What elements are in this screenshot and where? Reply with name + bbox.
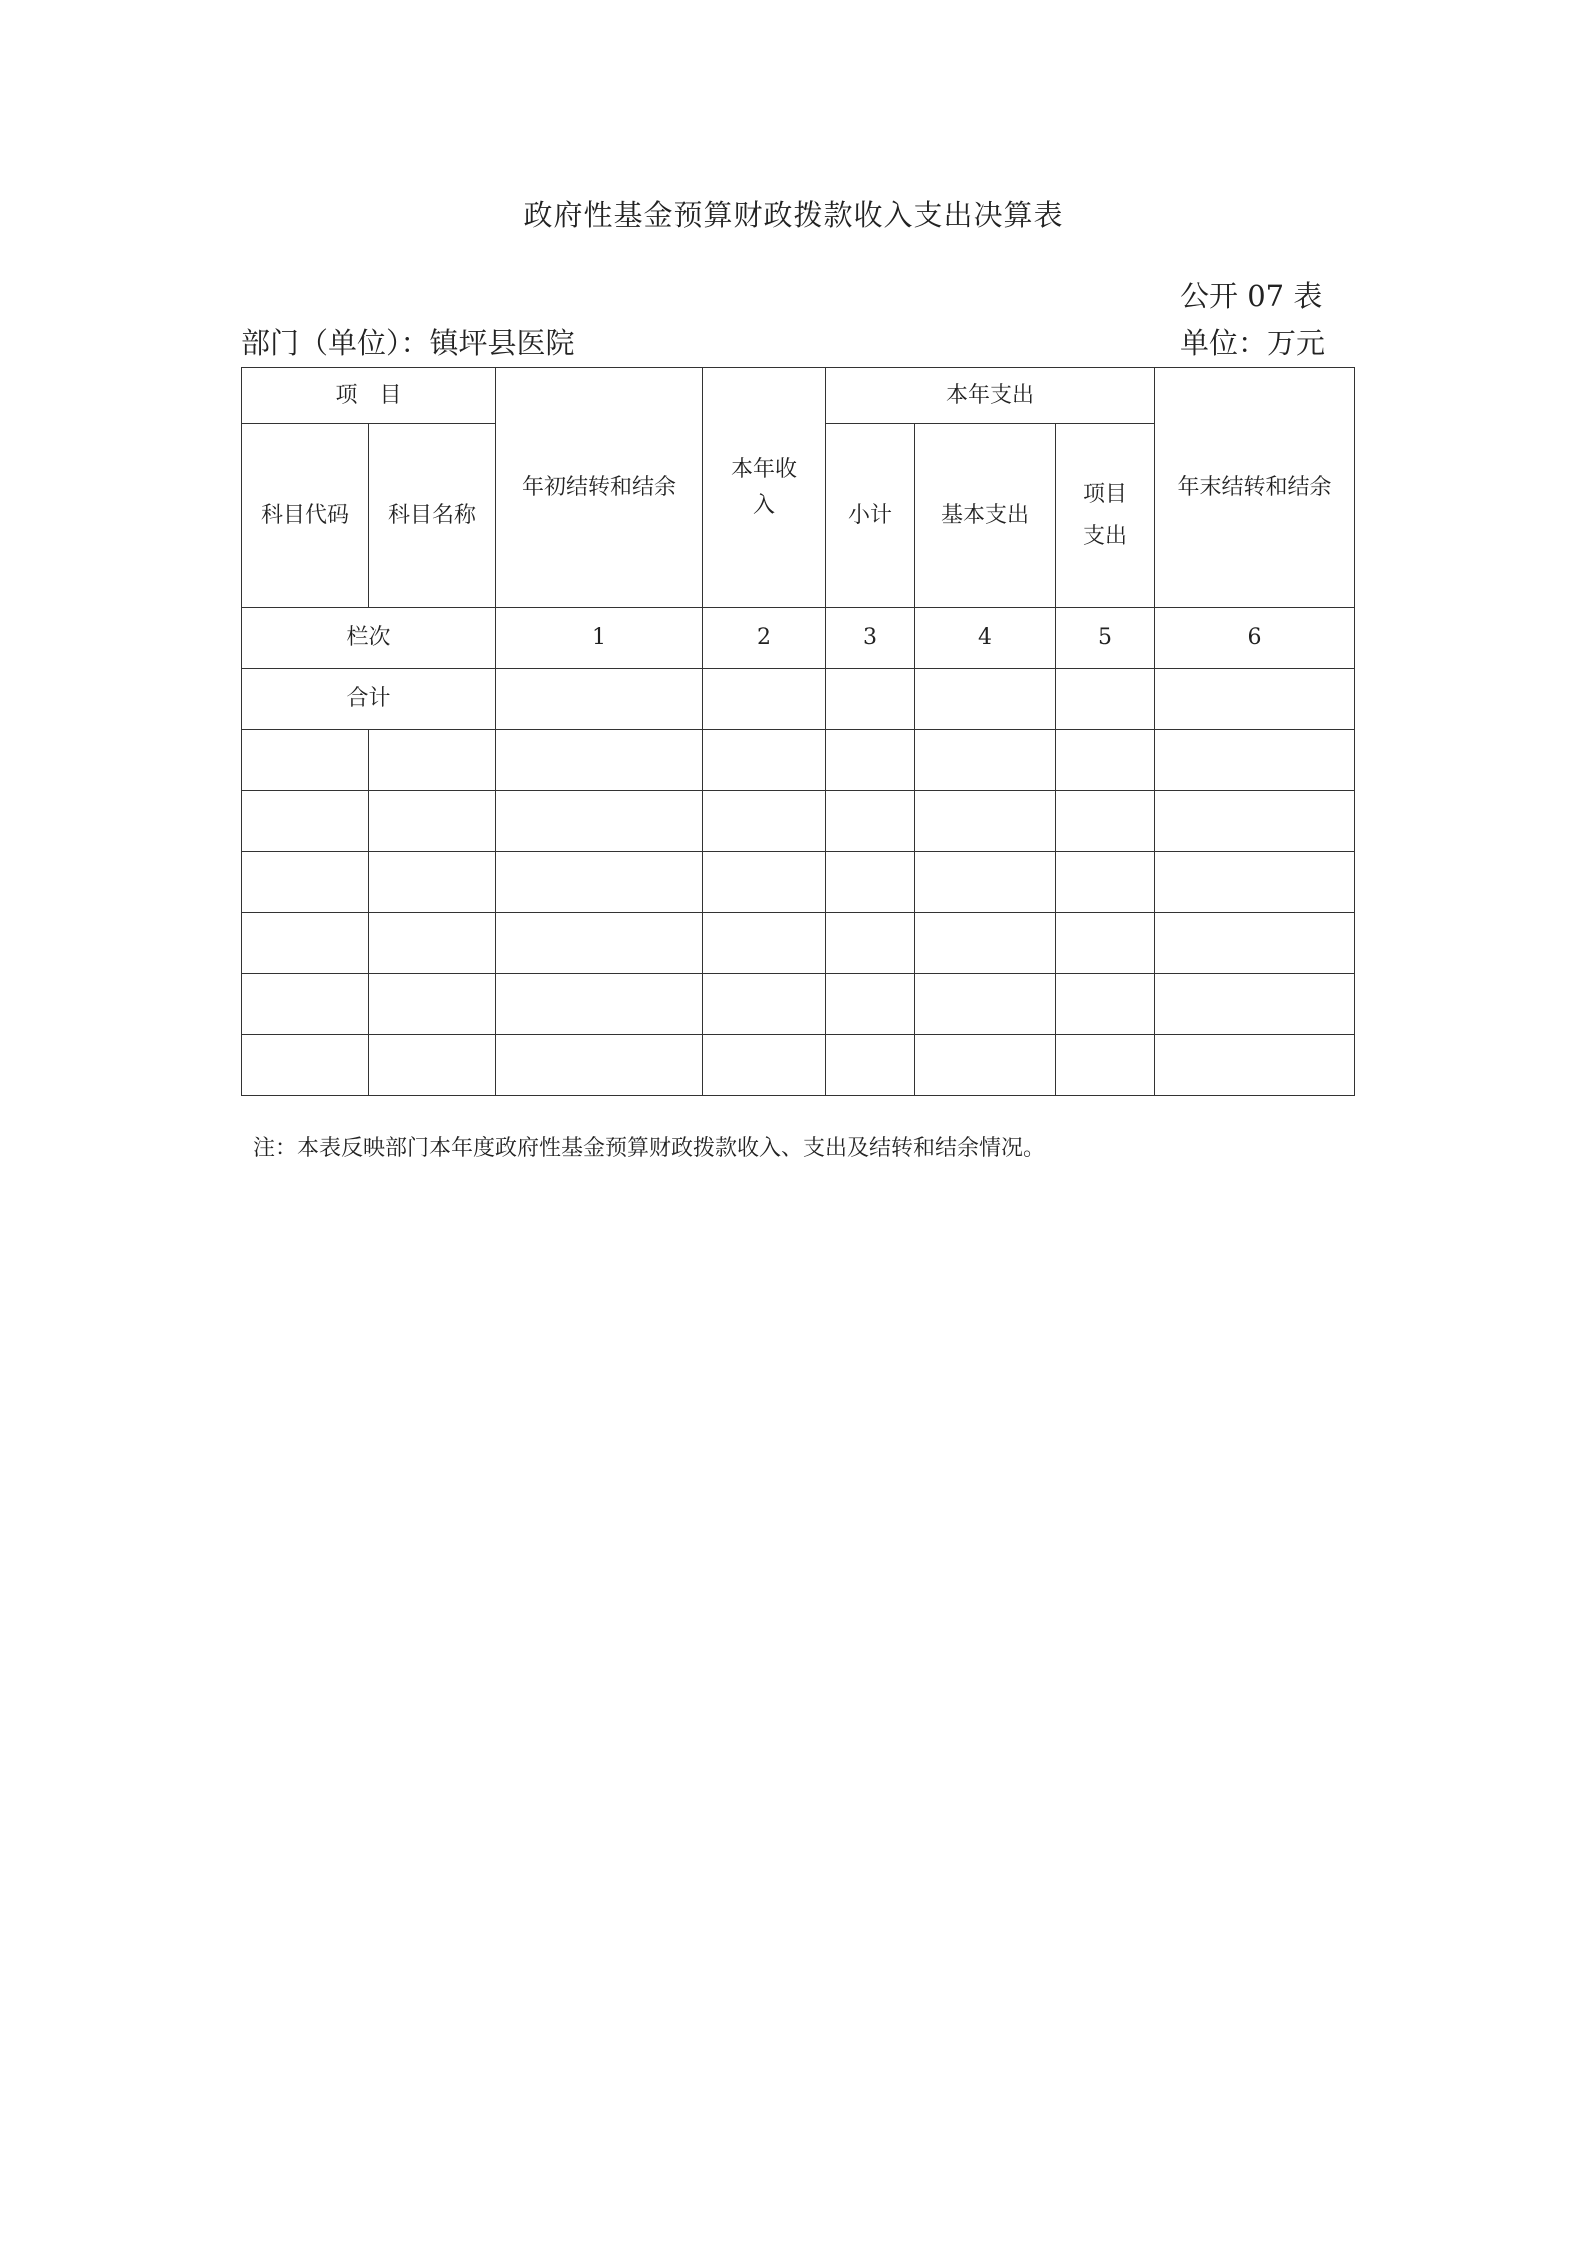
table-cell bbox=[369, 974, 496, 1035]
table-cell bbox=[1155, 974, 1355, 1035]
table-cell bbox=[369, 913, 496, 974]
column-number: 2 bbox=[703, 608, 826, 669]
table-cell bbox=[915, 913, 1056, 974]
header-code: 科目代码 bbox=[242, 424, 369, 608]
table-cell bbox=[1155, 730, 1355, 791]
table-cell bbox=[242, 974, 369, 1035]
page-title: 政府性基金预算财政拨款收入支出决算表 bbox=[523, 198, 1064, 232]
department-label: 部门（单位）：镇坪县医院 bbox=[241, 326, 575, 360]
table-cell bbox=[1155, 1035, 1355, 1096]
table-cell bbox=[496, 852, 703, 913]
table-cell bbox=[826, 852, 915, 913]
table-cell bbox=[826, 669, 915, 730]
column-index-label: 栏次 bbox=[242, 608, 496, 669]
table-cell bbox=[703, 974, 826, 1035]
column-number: 1 bbox=[496, 608, 703, 669]
table-cell bbox=[1155, 791, 1355, 852]
total-row bbox=[242, 669, 1355, 730]
header-item: 项 目 bbox=[242, 368, 496, 424]
table-cell bbox=[369, 852, 496, 913]
table-row bbox=[242, 730, 1355, 791]
form-number: 公开 07 表 bbox=[1180, 279, 1323, 313]
table-row bbox=[242, 913, 1355, 974]
table-cell bbox=[242, 730, 369, 791]
table-cell bbox=[703, 913, 826, 974]
table-cell bbox=[915, 791, 1056, 852]
footnote: 注：本表反映部门本年度政府性基金预算财政拨款收入、支出及结转和结余情况。 bbox=[253, 1136, 1046, 1161]
table-cell bbox=[915, 974, 1056, 1035]
table-cell bbox=[1056, 791, 1155, 852]
table-cell bbox=[369, 730, 496, 791]
table-cell bbox=[703, 730, 826, 791]
table-cell bbox=[369, 791, 496, 852]
table-cell bbox=[1155, 852, 1355, 913]
table-cell bbox=[1155, 669, 1355, 730]
table-cell bbox=[496, 913, 703, 974]
table-row bbox=[242, 974, 1355, 1035]
header-expense-group: 本年支出 bbox=[826, 368, 1155, 424]
budget-table bbox=[241, 367, 1355, 1096]
table-cell bbox=[242, 791, 369, 852]
header-subtotal: 小计 bbox=[826, 424, 915, 608]
table-cell bbox=[1056, 913, 1155, 974]
table-cell bbox=[915, 730, 1056, 791]
table-row bbox=[242, 791, 1355, 852]
table-cell bbox=[496, 730, 703, 791]
header-begin-balance: 年初结转和结余 bbox=[496, 368, 703, 608]
table-cell bbox=[1056, 852, 1155, 913]
column-number: 3 bbox=[826, 608, 915, 669]
table-cell bbox=[242, 913, 369, 974]
table-cell bbox=[496, 1035, 703, 1096]
table-cell bbox=[826, 791, 915, 852]
table-cell bbox=[242, 852, 369, 913]
table-cell bbox=[369, 1035, 496, 1096]
header-project-expense: 项目支出 bbox=[1056, 424, 1155, 608]
table-cell bbox=[915, 1035, 1056, 1096]
table-cell bbox=[826, 730, 915, 791]
table-cell bbox=[1056, 974, 1155, 1035]
column-number: 4 bbox=[915, 608, 1056, 669]
total-label: 合计 bbox=[242, 669, 496, 730]
unit-label: 单位：万元 bbox=[1180, 326, 1326, 360]
table-cell bbox=[703, 791, 826, 852]
table-cell bbox=[826, 913, 915, 974]
table-cell bbox=[915, 852, 1056, 913]
table-cell bbox=[496, 974, 703, 1035]
table-row bbox=[242, 1035, 1355, 1096]
table-cell bbox=[1155, 913, 1355, 974]
header-income: 本年收入 bbox=[703, 368, 826, 608]
table-cell bbox=[826, 974, 915, 1035]
table-cell bbox=[496, 669, 703, 730]
table-cell bbox=[703, 669, 826, 730]
table-cell bbox=[703, 1035, 826, 1096]
table-cell bbox=[242, 1035, 369, 1096]
header-end-balance: 年末结转和结余 bbox=[1155, 368, 1355, 608]
table-row bbox=[242, 852, 1355, 913]
column-number: 6 bbox=[1155, 608, 1355, 669]
column-index-row bbox=[242, 608, 1355, 669]
table-cell bbox=[1056, 1035, 1155, 1096]
table-cell bbox=[915, 669, 1056, 730]
table-cell bbox=[496, 791, 703, 852]
header-basic-expense: 基本支出 bbox=[915, 424, 1056, 608]
table-cell bbox=[1056, 730, 1155, 791]
table-cell bbox=[826, 1035, 915, 1096]
column-number: 5 bbox=[1056, 608, 1155, 669]
table-cell bbox=[1056, 669, 1155, 730]
header-name: 科目名称 bbox=[369, 424, 496, 608]
table-cell bbox=[703, 852, 826, 913]
